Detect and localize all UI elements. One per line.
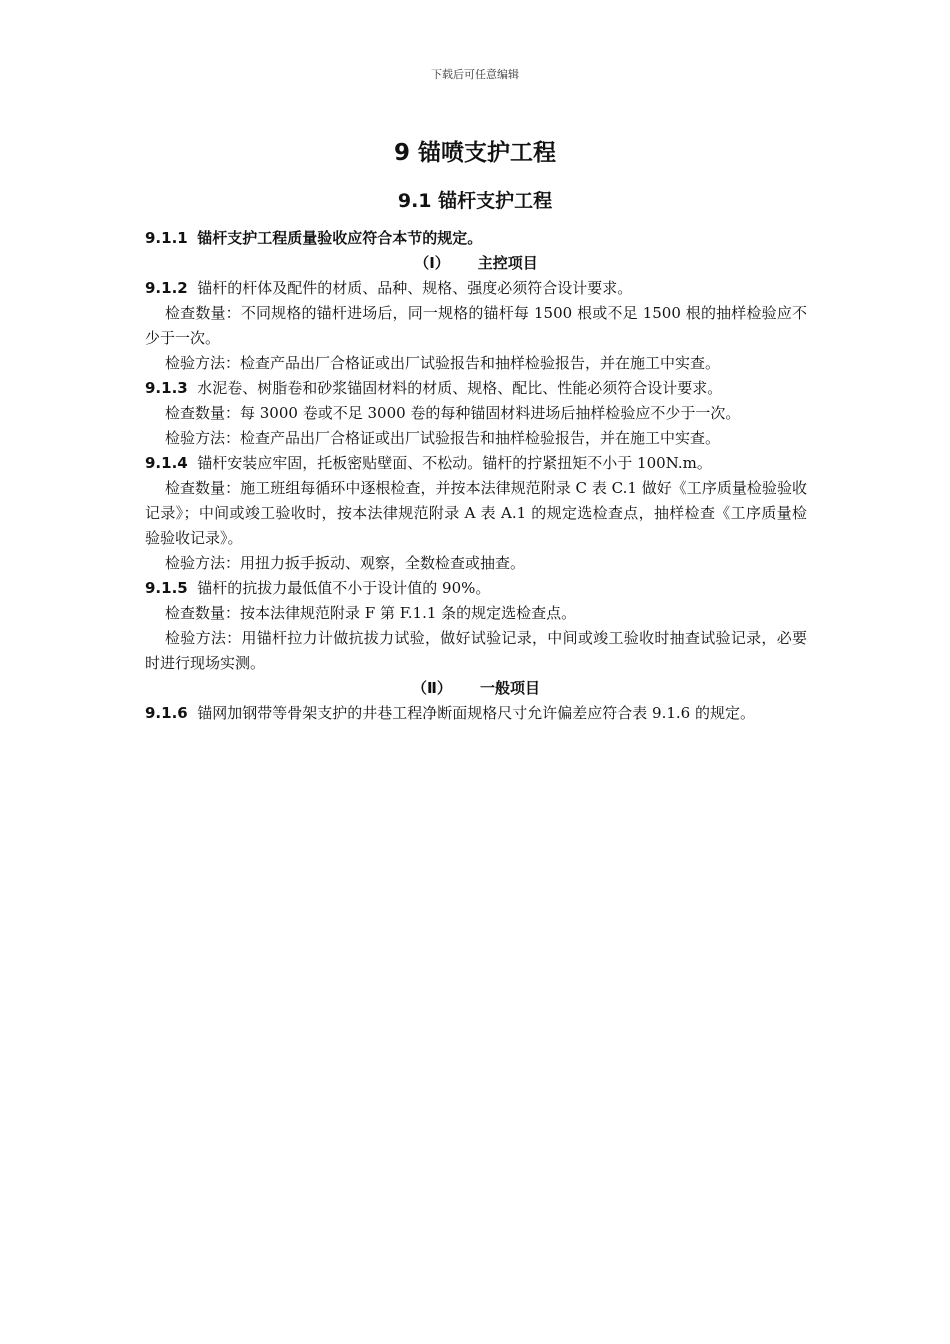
- header-note: 下载后可任意编辑: [431, 68, 519, 81]
- clause-text: 锚杆的抗拔力最低值不小于设计值的 90%。: [197, 579, 491, 597]
- clause-number: 9.1.3: [145, 379, 188, 397]
- clause-text: 锚杆支护工程质量验收应符合本节的规定。: [197, 229, 483, 247]
- inspection-quantity: 检查数量：施工班组每循环中逐根检查，并按本法律规范附录 C 表 C.1 做好《工序质量检验验收记录》；中间或竣工验收时，按本法律规范附录 A 表 A.1 的规定选检查点，抽样检查《工序质量检验验收记录》。: [145, 479, 807, 547]
- clause-9-1-1: [145, 226, 807, 251]
- clause-number: 9.1.5: [145, 579, 188, 597]
- clause-9-1-4: [145, 451, 807, 476]
- clause-9-1-2: [145, 276, 807, 301]
- inspection-quantity: 检查数量：每 3000 卷或不足 3000 卷的每种锚固材料进场后抽样检验应不少于一次。: [165, 404, 741, 422]
- clause-number: 9.1.2: [145, 279, 188, 297]
- clause-text: 水泥卷、树脂卷和砂浆锚固材料的材质、规格、配比、性能必须符合设计要求。: [197, 379, 723, 397]
- clause-9-1-5: [145, 576, 807, 601]
- subhead-label: 一般项目: [479, 679, 540, 697]
- clause-number: 9.1.1: [145, 229, 188, 247]
- inspection-quantity: 检查数量：不同规格的锚杆进场后，同一规格的锚杆每 1500 根或不足 1500 根的抽样检验应不少于一次。: [145, 304, 807, 347]
- chapter-title: 9 锚喷支护工程: [393, 140, 556, 166]
- subhead-main-items: [145, 251, 807, 276]
- clause-text: 锚网加钢带等骨架支护的井巷工程净断面规格尺寸允许偏差应符合表 9.1.6 的规定。: [197, 704, 755, 722]
- subhead-general-items: [145, 676, 807, 701]
- clause-number: 9.1.4: [145, 454, 188, 472]
- clause-9-1-3: [145, 376, 807, 401]
- subhead-number: （Ⅰ）: [414, 254, 450, 272]
- inspection-method: 检验方法：用锚杆拉力计做抗拔力试验，做好试验记录，中间或竣工验收时抽查试验记录，必要时进行现场实测。: [145, 629, 807, 672]
- clause-text: 锚杆的杆体及配件的材质、品种、规格、强度必须符合设计要求。: [197, 279, 633, 297]
- inspection-quantity: 检查数量：按本法律规范附录 F 第 F.1.1 条的规定选检查点。: [165, 604, 577, 622]
- body-text: [145, 226, 807, 726]
- section-title: 9.1 锚杆支护工程: [397, 190, 553, 212]
- clause-text: 锚杆安装应牢固，托板密贴壁面、不松动。锚杆的拧紧扭矩不小于 100N.m。: [197, 454, 712, 472]
- inspection-method: 检验方法：检查产品出厂合格证或出厂试验报告和抽样检验报告，并在施工中实查。: [165, 429, 721, 447]
- inspection-method: 检验方法：用扭力扳手扳动、观察，全数检查或抽查。: [165, 554, 526, 572]
- inspection-method: 检验方法：检查产品出厂合格证或出厂试验报告和抽样检验报告，并在施工中实查。: [165, 354, 721, 372]
- subhead-label: 主控项目: [477, 254, 538, 272]
- subhead-number: （Ⅱ）: [412, 679, 452, 697]
- clause-number: 9.1.6: [145, 704, 188, 722]
- clause-9-1-6: [145, 701, 807, 726]
